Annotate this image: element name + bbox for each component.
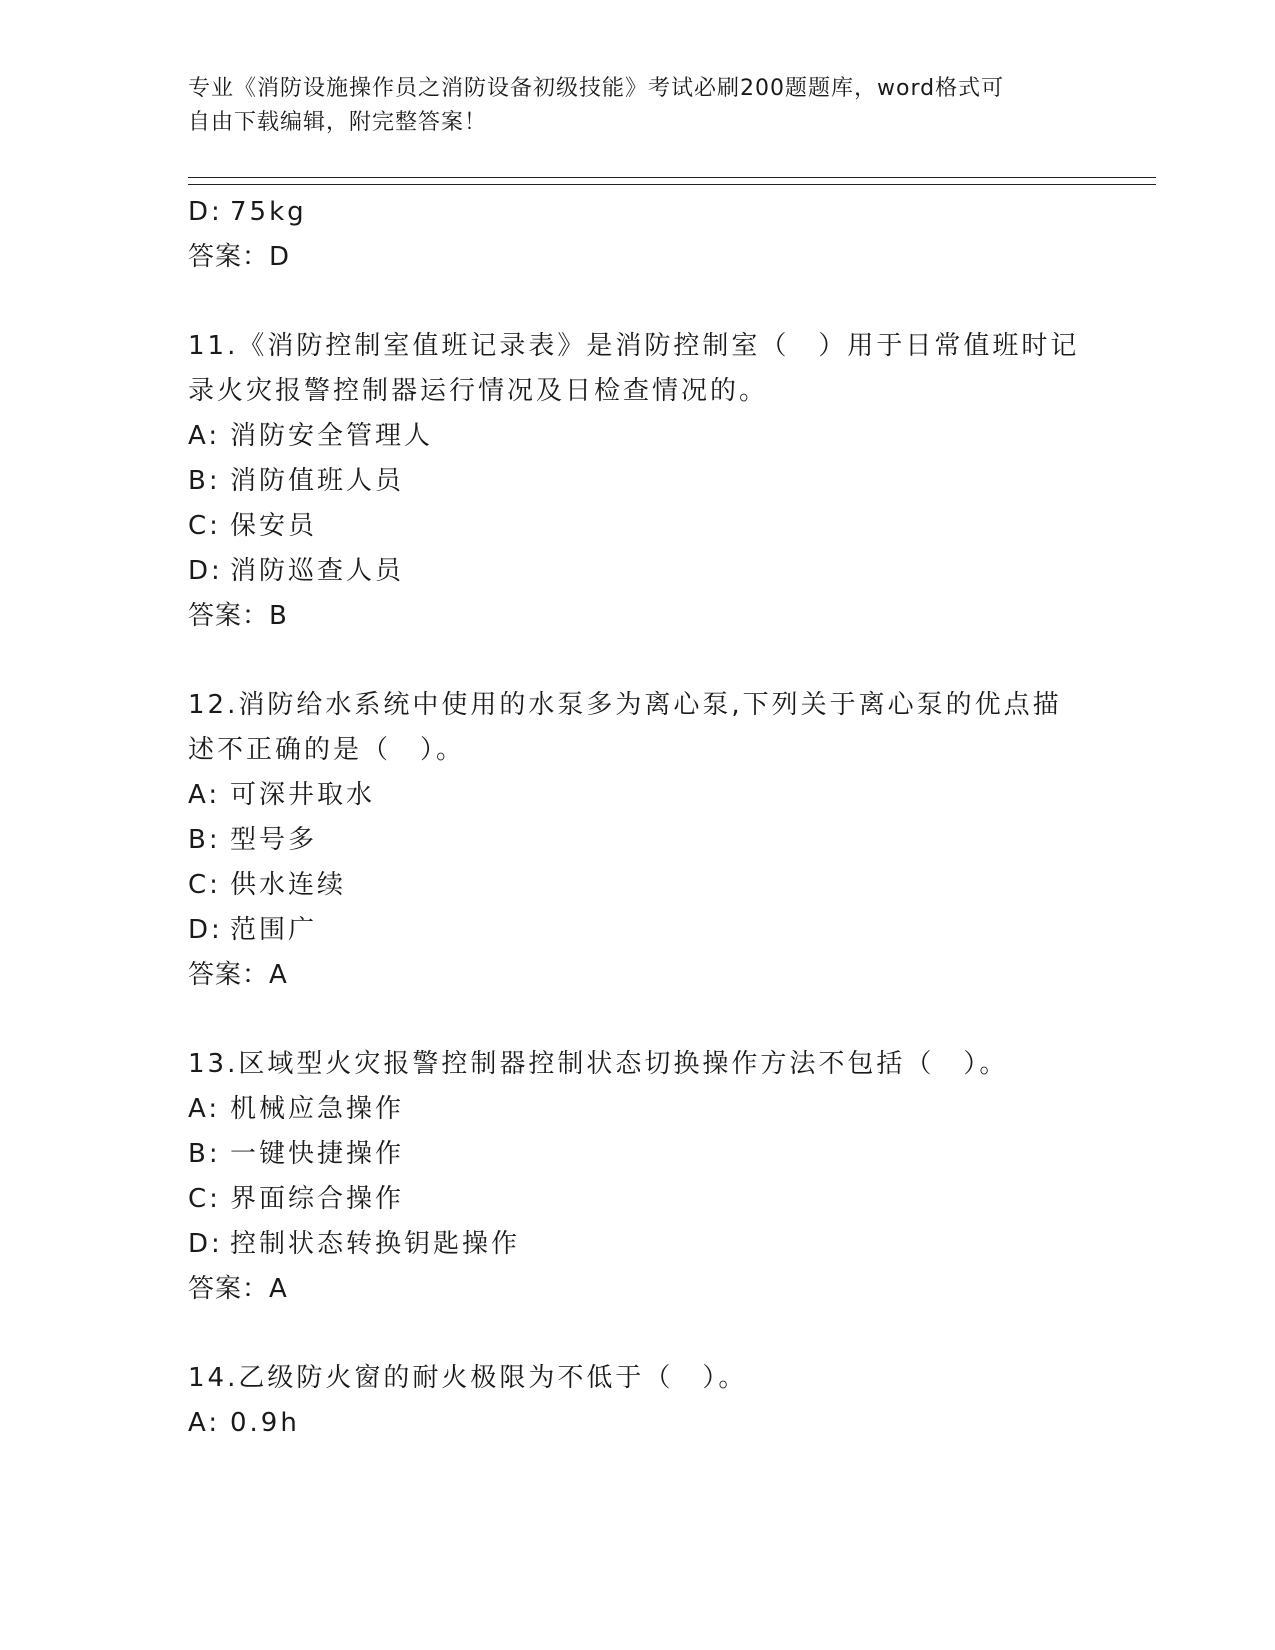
option-b — [188, 459, 1088, 504]
option-letter: B: — [188, 466, 221, 496]
option-letter: C: — [188, 870, 221, 900]
option-text: 控制状态转换钥匙操作 — [230, 1229, 521, 1259]
question-14 — [188, 1356, 1088, 1446]
option-text: 型号多 — [230, 825, 318, 855]
question-stem-line-2: 述不正确的是（ ）。 — [188, 735, 466, 765]
option-letter: C: — [188, 511, 221, 541]
question-13 — [188, 1042, 1088, 1312]
option-letter: A: — [188, 421, 221, 451]
document-header — [188, 72, 1068, 140]
option-text: 范围广 — [230, 915, 318, 945]
option-letter: D: — [188, 1229, 223, 1259]
header-divider-top — [188, 177, 1156, 178]
option-text: 一键快捷操作 — [230, 1139, 405, 1169]
option-c — [188, 504, 1088, 549]
option-c — [188, 1177, 1088, 1222]
option-a — [188, 773, 1088, 818]
option-letter: D: — [188, 556, 223, 586]
option-text: 保安员 — [230, 511, 318, 541]
option-text: 0.9h — [230, 1408, 300, 1438]
answer-line: 答案：A — [188, 960, 288, 990]
answer-line: 答案：A — [188, 1274, 288, 1304]
option-a — [188, 414, 1088, 459]
option-a — [188, 1087, 1088, 1132]
question-stem-line-2: 录火灾报警控制器运行情况及日检查情况的。 — [188, 376, 769, 406]
option-letter: D: — [188, 197, 223, 227]
option-d — [188, 190, 1088, 235]
option-text: 消防巡查人员 — [230, 556, 405, 586]
option-a — [188, 1401, 1088, 1446]
option-text: 消防值班人员 — [230, 466, 405, 496]
option-d — [188, 1222, 1088, 1267]
question-11 — [188, 324, 1088, 639]
option-letter: B: — [188, 825, 221, 855]
question-stem-line-1: 14.乙级防火窗的耐火极限为不低于（ ）。 — [188, 1363, 748, 1393]
option-letter: B: — [188, 1139, 221, 1169]
option-letter: D: — [188, 915, 223, 945]
question-list — [188, 190, 1088, 1446]
option-letter: A: — [188, 1408, 221, 1438]
option-text: 界面综合操作 — [230, 1184, 405, 1214]
answer-line: 答案：D — [188, 242, 291, 272]
option-text: 75kg — [230, 197, 307, 227]
header-line-1: 专业《消防设施操作员之消防设备初级技能》考试必刷200题题库，word格式可 — [188, 76, 1005, 101]
question-stem-line-1: 12.消防给水系统中使用的水泵多为离心泵,下列关于离心泵的优点描 — [188, 690, 1062, 720]
option-b — [188, 1132, 1088, 1177]
option-letter: A: — [188, 780, 221, 810]
option-b — [188, 818, 1088, 863]
option-text: 机械应急操作 — [230, 1094, 405, 1124]
answer-line: 答案：B — [188, 601, 288, 631]
option-d — [188, 549, 1088, 594]
question-12 — [188, 683, 1088, 998]
option-text: 可深井取水 — [230, 780, 376, 810]
option-c — [188, 863, 1088, 908]
question-stem-line-1: 13.区域型火灾报警控制器控制状态切换操作方法不包括（ ）。 — [188, 1049, 1009, 1079]
header-divider-bottom — [188, 184, 1156, 185]
option-letter: A: — [188, 1094, 221, 1124]
question-stem-line-1: 11.《消防控制室值班记录表》是消防控制室（ ）用于日常值班时记 — [188, 331, 1080, 361]
header-line-2: 自由下载编辑，附完整答案！ — [188, 110, 488, 135]
option-d — [188, 908, 1088, 953]
option-text: 供水连续 — [230, 870, 347, 900]
question-10-tail — [188, 190, 1088, 280]
option-text: 消防安全管理人 — [230, 421, 434, 451]
option-letter: C: — [188, 1184, 221, 1214]
